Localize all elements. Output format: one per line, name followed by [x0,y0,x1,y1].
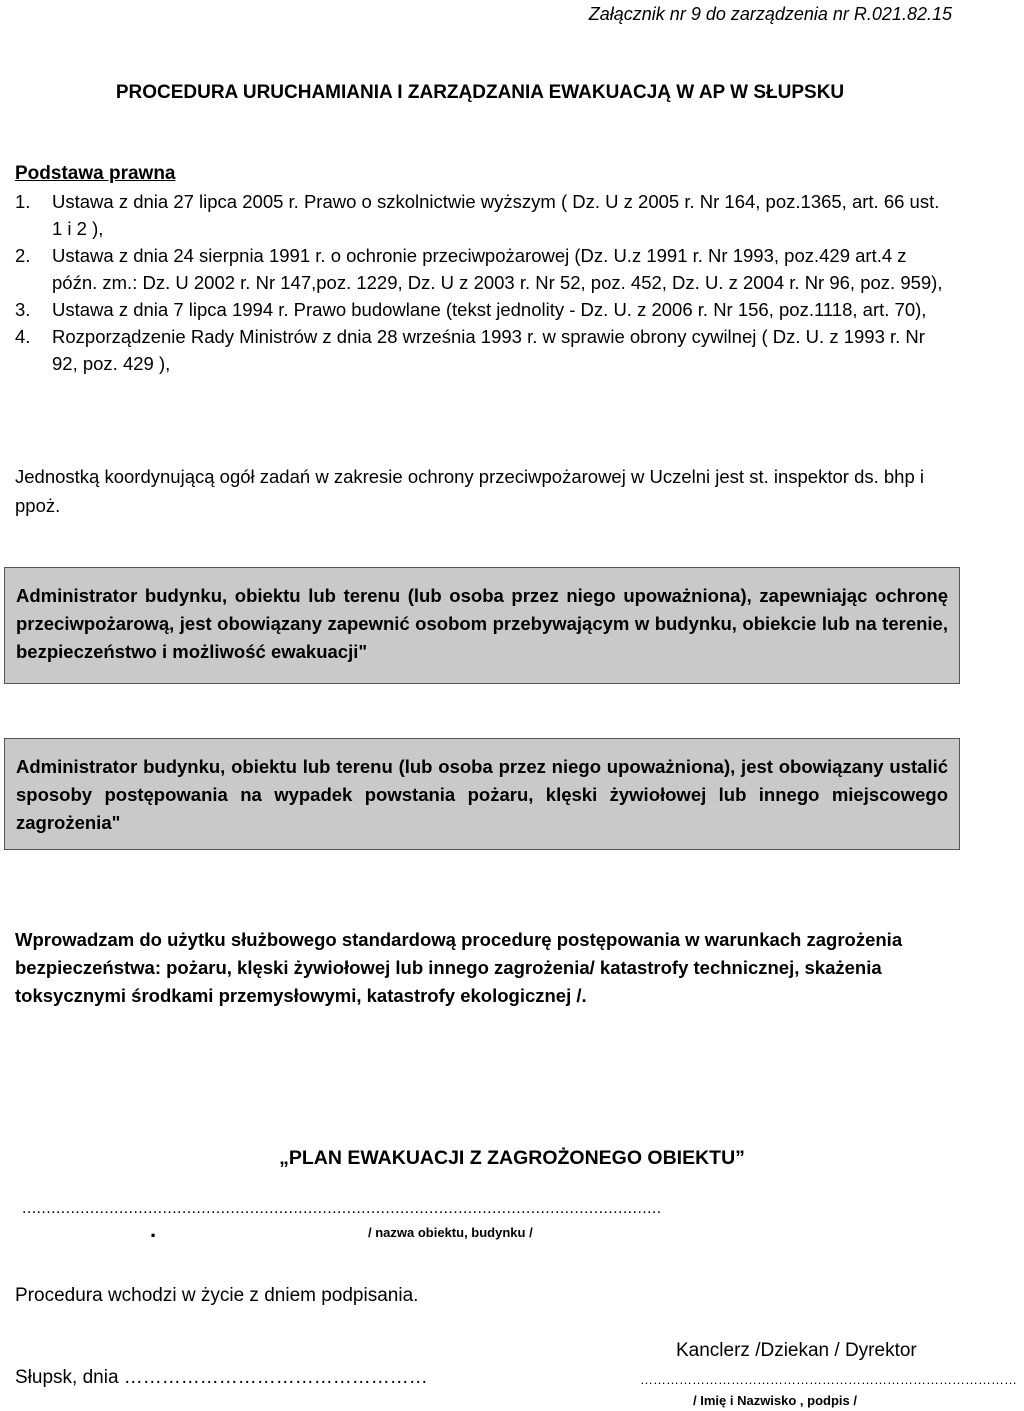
signature-line: …………………………………………………………………………… [640,1372,1017,1387]
object-name-caption: / nazwa obiektu, budynku / [368,1225,533,1240]
list-item [15,188,950,242]
list-item-text: Ustawa z dnia 27 lipca 2005 r. Prawo o szkolnictwie wyższym ( Dz. U z 2005 r. Nr 164, poz.1365, art. 66 ust. 1 i 2 ), [52,191,940,239]
effective-date-text: Procedura wchodzi w życie z dniem podpisania. [15,1285,419,1306]
list-item-number: 4. [15,326,31,347]
city-date-line: Słupsk, dnia ………………………………………… [15,1367,428,1388]
list-item-text: Ustawa z dnia 24 sierpnia 1991 r. o ochronie przeciwpożarowej (Dz. U.z 1991 r. Nr 1993, poz.429 art.4 z późn. zm.: Dz. U 2002 r. Nr 147,poz. 1229, Dz. U z 2003 r. Nr 52, poz. 452, Dz. U. z 2004 r. Nr 96, poz. 959), [52,245,943,293]
list-item [15,323,950,377]
list-item [15,242,950,296]
procedure-duty-box: Administrator budynku, obiektu lub terenu (lub osoba przez niego upoważniona), jest obowiązany ustalić sposoby postępowania na wypadek powstania pożaru, klęski żywiołowej lub innego miejscowego zagrożenia" [4,738,960,850]
list-item-text: Ustawa z dnia 7 lipca 1994 r. Prawo budowlane (tekst jednolity - Dz. U. z 2006 r. Nr 156, poz.1118, art. 70), [52,299,927,320]
list-item-number: 2. [15,245,31,266]
plan-title: „PLAN EWAKUACJI Z ZAGROŻONEGO OBIEKTU” [279,1147,745,1169]
list-item-number: 1. [15,191,31,212]
intro-paragraph: Wprowadzam do użytku służbowego standardową procedurę postępowania w warunkach zagrożenia bezpieczeństwa: pożaru, klęski żywiołowej lub innego zagrożenia/ katastrofy technicznej, skażenia toksycznymi środkami przemysłowymi, katastrofy ekologicznej /. [15,929,903,1006]
attachment-note: Załącznik nr 9 do zarządzenia nr R.021.82.15 [588,4,952,24]
list-item [15,296,950,323]
coordinator-paragraph: Jednostką koordynującą ogół zadań w zakresie ochrony przeciwpożarowej w Uczelni jest st. inspektor ds. bhp i ppoż. [15,466,925,516]
list-item-number: 3. [15,299,31,320]
list-item-text: Rozporządzenie Rady Ministrów z dnia 28 września 1993 r. w sprawie obrony cywilnej ( Dz. U. z 1993 r. Nr 92, poz. 429 ), [52,326,925,374]
object-name-line: .................................................................................................................................... [22,1200,662,1217]
signer-title: Kanclerz /Dziekan / Dyrektor [676,1340,917,1361]
legal-basis-heading: Podstawa prawna [15,163,176,184]
object-name-dot: . [150,1217,157,1242]
evacuation-duty-box: Administrator budynku, obiektu lub terenu (lub osoba przez niego upoważniona), zapewniając ochronę przeciwpożarową, jest obowiązany zapewnić osobom przebywającym w budynku, obiekcie lub na terenie, bezpieczeństwo i możliwość ewakuacji" [4,567,960,684]
legal-basis-list [15,188,950,377]
signature-caption: / Imię i Nazwisko , podpis / [693,1393,857,1408]
page-title: PROCEDURA URUCHAMIANIA I ZARZĄDZANIA EWAKUACJĄ W AP W SŁUPSKU [115,82,845,103]
